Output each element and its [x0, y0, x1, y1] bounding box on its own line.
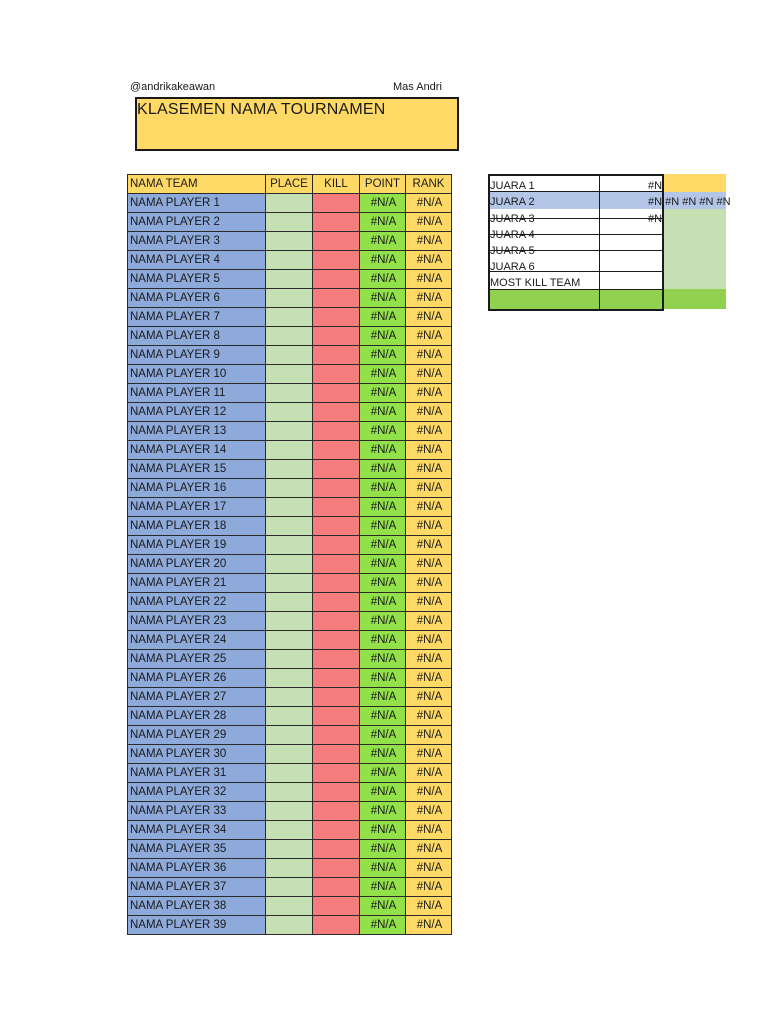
header-rank[interactable]: RANK: [406, 175, 452, 194]
point-cell[interactable]: #N/A: [360, 859, 406, 878]
team-name-cell[interactable]: NAMA PLAYER 35: [128, 840, 266, 859]
table-row: [128, 612, 452, 631]
winner-rank-label: JUARA 5: [490, 245, 535, 257]
kill-cell[interactable]: [313, 783, 360, 802]
rank-cell[interactable]: #N/A: [406, 650, 452, 669]
kill-cell[interactable]: [313, 897, 360, 916]
place-cell[interactable]: [266, 460, 313, 479]
team-name-cell[interactable]: NAMA PLAYER 16: [128, 479, 266, 498]
table-row: [128, 517, 452, 536]
table-row: [128, 555, 452, 574]
place-cell[interactable]: [266, 745, 313, 764]
rank-cell[interactable]: #N/A: [406, 194, 452, 213]
place-cell[interactable]: [266, 707, 313, 726]
table-row: [128, 650, 452, 669]
kill-cell[interactable]: [313, 916, 360, 935]
header-point[interactable]: POINT: [360, 175, 406, 194]
team-name-cell[interactable]: NAMA PLAYER 39: [128, 916, 266, 935]
kill-cell[interactable]: [313, 612, 360, 631]
team-name-cell[interactable]: NAMA PLAYER 27: [128, 688, 266, 707]
team-name-cell[interactable]: NAMA PLAYER 24: [128, 631, 266, 650]
rank-cell[interactable]: #N/A: [406, 783, 452, 802]
table-row: [128, 308, 452, 327]
team-name-cell[interactable]: NAMA PLAYER 34: [128, 821, 266, 840]
table-row: [128, 726, 452, 745]
place-cell[interactable]: [266, 783, 313, 802]
table-row: [128, 232, 452, 251]
table-row: [128, 384, 452, 403]
table-row: [128, 536, 452, 555]
winners-row[interactable]: [488, 243, 726, 259]
point-cell[interactable]: #N/A: [360, 441, 406, 460]
rank-cell[interactable]: #N/A: [406, 574, 452, 593]
place-cell[interactable]: [266, 536, 313, 555]
place-cell[interactable]: [266, 403, 313, 422]
kill-cell[interactable]: [313, 498, 360, 517]
point-cell[interactable]: #N/A: [360, 213, 406, 232]
team-name-cell[interactable]: NAMA PLAYER 1: [128, 194, 266, 213]
point-cell[interactable]: #N/A: [360, 821, 406, 840]
kill-cell[interactable]: [313, 517, 360, 536]
point-cell[interactable]: #N/A: [360, 460, 406, 479]
point-cell[interactable]: #N/A: [360, 726, 406, 745]
team-name-cell[interactable]: NAMA PLAYER 15: [128, 460, 266, 479]
place-cell[interactable]: [266, 365, 313, 384]
kill-cell[interactable]: [313, 650, 360, 669]
place-cell[interactable]: [266, 308, 313, 327]
place-cell[interactable]: [266, 194, 313, 213]
rank-cell[interactable]: #N/A: [406, 232, 452, 251]
rank-cell[interactable]: #N/A: [406, 403, 452, 422]
team-name-cell[interactable]: NAMA PLAYER 32: [128, 783, 266, 802]
kill-cell[interactable]: [313, 593, 360, 612]
place-cell[interactable]: [266, 821, 313, 840]
team-name-cell[interactable]: NAMA PLAYER 14: [128, 441, 266, 460]
point-cell[interactable]: #N/A: [360, 897, 406, 916]
team-name-cell[interactable]: NAMA PLAYER 22: [128, 593, 266, 612]
kill-cell[interactable]: [313, 707, 360, 726]
place-cell[interactable]: [266, 840, 313, 859]
winner-rank-label: JUARA 6: [490, 261, 535, 273]
kill-cell[interactable]: [313, 688, 360, 707]
kill-cell[interactable]: [313, 346, 360, 365]
place-cell[interactable]: [266, 802, 313, 821]
place-cell[interactable]: [266, 726, 313, 745]
winner-rank-label: JUARA 4: [490, 229, 535, 241]
standings-body: [128, 194, 452, 935]
place-cell[interactable]: [266, 688, 313, 707]
table-row: [128, 840, 452, 859]
team-name-cell[interactable]: NAMA PLAYER 21: [128, 574, 266, 593]
table-row: [128, 669, 452, 688]
rank-cell[interactable]: #N/A: [406, 479, 452, 498]
table-row: [128, 441, 452, 460]
table-row: [128, 194, 452, 213]
winner-value: #N: [648, 213, 663, 225]
kill-cell[interactable]: [313, 669, 360, 688]
kill-cell[interactable]: [313, 745, 360, 764]
rank-cell[interactable]: #N/A: [406, 327, 452, 346]
team-name-cell[interactable]: NAMA PLAYER 20: [128, 555, 266, 574]
place-cell[interactable]: [266, 270, 313, 289]
point-cell[interactable]: #N/A: [360, 593, 406, 612]
table-row: [128, 403, 452, 422]
table-row: [128, 213, 452, 232]
rank-cell[interactable]: #N/A: [406, 764, 452, 783]
point-cell[interactable]: #N/A: [360, 574, 406, 593]
rank-cell[interactable]: #N/A: [406, 555, 452, 574]
rank-cell[interactable]: #N/A: [406, 878, 452, 897]
kill-cell[interactable]: [313, 821, 360, 840]
point-cell[interactable]: #N/A: [360, 688, 406, 707]
table-row: [128, 631, 452, 650]
kill-cell[interactable]: [313, 555, 360, 574]
place-cell[interactable]: [266, 916, 313, 935]
standings-table: [127, 174, 452, 935]
table-row: [128, 859, 452, 878]
winners-row[interactable]: [488, 194, 731, 210]
rank-cell[interactable]: #N/A: [406, 669, 452, 688]
point-cell[interactable]: #N/A: [360, 707, 406, 726]
winner-rank-label: JUARA 1: [490, 180, 535, 192]
rank-cell[interactable]: #N/A: [406, 916, 452, 935]
place-cell[interactable]: [266, 897, 313, 916]
team-name-cell[interactable]: NAMA PLAYER 36: [128, 859, 266, 878]
point-cell[interactable]: #N/A: [360, 536, 406, 555]
winners-grid-line: [488, 174, 664, 176]
place-cell[interactable]: [266, 213, 313, 232]
place-cell[interactable]: [266, 251, 313, 270]
rank-cell[interactable]: #N/A: [406, 270, 452, 289]
place-cell[interactable]: [266, 631, 313, 650]
author-handle: @andrikakeawan: [130, 81, 216, 93]
table-row: [128, 783, 452, 802]
team-name-cell[interactable]: NAMA PLAYER 18: [128, 517, 266, 536]
team-name-cell[interactable]: NAMA PLAYER 37: [128, 878, 266, 897]
winner-value: #N #N #N #N #N: [648, 196, 731, 208]
kill-cell[interactable]: [313, 365, 360, 384]
point-cell[interactable]: #N/A: [360, 631, 406, 650]
rank-cell[interactable]: #N/A: [406, 897, 452, 916]
team-name-cell[interactable]: NAMA PLAYER 3: [128, 232, 266, 251]
kill-cell[interactable]: [313, 270, 360, 289]
point-cell[interactable]: #N/A: [360, 498, 406, 517]
point-cell[interactable]: #N/A: [360, 327, 406, 346]
rank-cell[interactable]: #N/A: [406, 707, 452, 726]
point-cell[interactable]: #N/A: [360, 764, 406, 783]
point-cell[interactable]: #N/A: [360, 365, 406, 384]
place-cell[interactable]: [266, 878, 313, 897]
place-cell[interactable]: [266, 574, 313, 593]
place-cell[interactable]: [266, 555, 313, 574]
kill-cell[interactable]: [313, 194, 360, 213]
rank-cell[interactable]: #N/A: [406, 308, 452, 327]
team-name-cell[interactable]: NAMA PLAYER 12: [128, 403, 266, 422]
rank-cell[interactable]: #N/A: [406, 688, 452, 707]
kill-cell[interactable]: [313, 631, 360, 650]
team-name-cell[interactable]: NAMA PLAYER 6: [128, 289, 266, 308]
winners-row[interactable]: [488, 211, 726, 227]
kill-cell[interactable]: [313, 441, 360, 460]
rank-cell[interactable]: #N/A: [406, 859, 452, 878]
winner-rank-label: JUARA 2: [490, 196, 535, 208]
team-name-cell[interactable]: NAMA PLAYER 8: [128, 327, 266, 346]
rank-cell[interactable]: #N/A: [406, 251, 452, 270]
table-row: [128, 327, 452, 346]
place-cell[interactable]: [266, 289, 313, 308]
place-cell[interactable]: [266, 346, 313, 365]
table-row: [128, 251, 452, 270]
point-cell[interactable]: #N/A: [360, 878, 406, 897]
kill-cell[interactable]: [313, 574, 360, 593]
point-cell[interactable]: #N/A: [360, 745, 406, 764]
rank-cell[interactable]: #N/A: [406, 631, 452, 650]
place-cell[interactable]: [266, 441, 313, 460]
author-name: Mas Andri: [393, 81, 442, 93]
kill-cell[interactable]: [313, 859, 360, 878]
table-row: [128, 365, 452, 384]
header-kill[interactable]: KILL: [313, 175, 360, 194]
place-cell[interactable]: [266, 384, 313, 403]
winner-rank-label: MOST KILL TEAM: [490, 277, 581, 289]
point-cell[interactable]: #N/A: [360, 840, 406, 859]
table-row: [128, 707, 452, 726]
rank-cell[interactable]: #N/A: [406, 745, 452, 764]
point-cell[interactable]: #N/A: [360, 783, 406, 802]
point-cell[interactable]: #N/A: [360, 251, 406, 270]
table-row: [128, 764, 452, 783]
point-cell[interactable]: #N/A: [360, 802, 406, 821]
team-name-cell[interactable]: NAMA PLAYER 29: [128, 726, 266, 745]
team-name-cell[interactable]: NAMA PLAYER 4: [128, 251, 266, 270]
place-cell[interactable]: [266, 764, 313, 783]
rank-cell[interactable]: #N/A: [406, 517, 452, 536]
winners-row[interactable]: [488, 275, 726, 291]
rank-cell[interactable]: #N/A: [406, 346, 452, 365]
kill-cell[interactable]: [313, 878, 360, 897]
winner-rank-label: JUARA 3: [490, 213, 535, 225]
team-name-cell[interactable]: NAMA PLAYER 5: [128, 270, 266, 289]
table-row: [128, 745, 452, 764]
winners-table: [488, 174, 731, 311]
place-cell[interactable]: [266, 327, 313, 346]
point-cell[interactable]: #N/A: [360, 232, 406, 251]
kill-cell[interactable]: [313, 840, 360, 859]
table-row: [128, 422, 452, 441]
kill-cell[interactable]: [313, 213, 360, 232]
kill-cell[interactable]: [313, 764, 360, 783]
table-row: [128, 593, 452, 612]
team-name-cell[interactable]: NAMA PLAYER 2: [128, 213, 266, 232]
rank-cell[interactable]: #N/A: [406, 726, 452, 745]
team-name-cell[interactable]: NAMA PLAYER 25: [128, 650, 266, 669]
place-cell[interactable]: [266, 593, 313, 612]
team-name-cell[interactable]: NAMA PLAYER 30: [128, 745, 266, 764]
winners-grid-line: [488, 309, 664, 311]
winners-row[interactable]: [488, 178, 726, 194]
team-name-cell[interactable]: NAMA PLAYER 7: [128, 308, 266, 327]
rank-cell[interactable]: #N/A: [406, 498, 452, 517]
kill-cell[interactable]: [313, 422, 360, 441]
place-cell[interactable]: [266, 422, 313, 441]
place-cell[interactable]: [266, 232, 313, 251]
winners-cell-fill: [488, 289, 726, 309]
kill-cell[interactable]: [313, 479, 360, 498]
kill-cell[interactable]: [313, 384, 360, 403]
kill-cell[interactable]: [313, 536, 360, 555]
kill-cell[interactable]: [313, 327, 360, 346]
rank-cell[interactable]: #N/A: [406, 460, 452, 479]
table-row: [128, 878, 452, 897]
rank-cell[interactable]: #N/A: [406, 422, 452, 441]
point-cell[interactable]: #N/A: [360, 422, 406, 441]
kill-cell[interactable]: [313, 251, 360, 270]
team-name-cell[interactable]: NAMA PLAYER 17: [128, 498, 266, 517]
kill-cell[interactable]: [313, 726, 360, 745]
point-cell[interactable]: #N/A: [360, 916, 406, 935]
rank-cell[interactable]: #N/A: [406, 612, 452, 631]
team-name-cell[interactable]: NAMA PLAYER 33: [128, 802, 266, 821]
header-team[interactable]: NAMA TEAM: [128, 175, 266, 194]
team-name-cell[interactable]: NAMA PLAYER 38: [128, 897, 266, 916]
place-cell[interactable]: [266, 650, 313, 669]
point-cell[interactable]: #N/A: [360, 612, 406, 631]
rank-cell[interactable]: #N/A: [406, 365, 452, 384]
rank-cell[interactable]: #N/A: [406, 289, 452, 308]
kill-cell[interactable]: [313, 403, 360, 422]
page-title: KLASEMEN NAMA TOURNAMEN: [137, 101, 386, 118]
standings-header-row: [128, 175, 452, 194]
point-cell[interactable]: #N/A: [360, 650, 406, 669]
header-place[interactable]: PLACE: [266, 175, 313, 194]
table-row: [128, 479, 452, 498]
point-cell[interactable]: #N/A: [360, 194, 406, 213]
table-row: [128, 498, 452, 517]
rank-cell[interactable]: #N/A: [406, 840, 452, 859]
place-cell[interactable]: [266, 669, 313, 688]
point-cell[interactable]: #N/A: [360, 270, 406, 289]
table-row: [128, 688, 452, 707]
point-cell[interactable]: #N/A: [360, 403, 406, 422]
table-row: [128, 270, 452, 289]
point-cell[interactable]: #N/A: [360, 289, 406, 308]
table-row: [128, 346, 452, 365]
team-name-cell[interactable]: NAMA PLAYER 28: [128, 707, 266, 726]
winners-row[interactable]: [488, 259, 726, 275]
table-row: [128, 821, 452, 840]
kill-cell[interactable]: [313, 308, 360, 327]
rank-cell[interactable]: #N/A: [406, 821, 452, 840]
point-cell[interactable]: #N/A: [360, 517, 406, 536]
team-name-cell[interactable]: NAMA PLAYER 23: [128, 612, 266, 631]
point-cell[interactable]: #N/A: [360, 555, 406, 574]
table-row: [128, 897, 452, 916]
place-cell[interactable]: [266, 517, 313, 536]
team-name-cell[interactable]: NAMA PLAYER 11: [128, 384, 266, 403]
point-cell[interactable]: #N/A: [360, 479, 406, 498]
table-row: [128, 574, 452, 593]
point-cell[interactable]: #N/A: [360, 384, 406, 403]
winners-row[interactable]: [488, 227, 726, 243]
rank-cell[interactable]: #N/A: [406, 384, 452, 403]
winner-value: #N: [648, 180, 663, 192]
team-name-cell[interactable]: NAMA PLAYER 31: [128, 764, 266, 783]
team-name-cell[interactable]: NAMA PLAYER 26: [128, 669, 266, 688]
kill-cell[interactable]: [313, 802, 360, 821]
kill-cell[interactable]: [313, 232, 360, 251]
team-name-cell[interactable]: NAMA PLAYER 13: [128, 422, 266, 441]
point-cell[interactable]: #N/A: [360, 346, 406, 365]
team-name-cell[interactable]: NAMA PLAYER 10: [128, 365, 266, 384]
title-cell[interactable]: [135, 97, 459, 151]
place-cell[interactable]: [266, 498, 313, 517]
kill-cell[interactable]: [313, 289, 360, 308]
place-cell[interactable]: [266, 479, 313, 498]
rank-cell[interactable]: #N/A: [406, 802, 452, 821]
point-cell[interactable]: #N/A: [360, 308, 406, 327]
kill-cell[interactable]: [313, 460, 360, 479]
rank-cell[interactable]: #N/A: [406, 536, 452, 555]
table-row: [128, 802, 452, 821]
point-cell[interactable]: #N/A: [360, 669, 406, 688]
team-name-cell[interactable]: NAMA PLAYER 9: [128, 346, 266, 365]
rank-cell[interactable]: #N/A: [406, 441, 452, 460]
table-row: [128, 289, 452, 308]
rank-cell[interactable]: #N/A: [406, 213, 452, 232]
place-cell[interactable]: [266, 612, 313, 631]
table-row: [128, 916, 452, 935]
rank-cell[interactable]: #N/A: [406, 593, 452, 612]
table-row: [128, 460, 452, 479]
place-cell[interactable]: [266, 859, 313, 878]
team-name-cell[interactable]: NAMA PLAYER 19: [128, 536, 266, 555]
